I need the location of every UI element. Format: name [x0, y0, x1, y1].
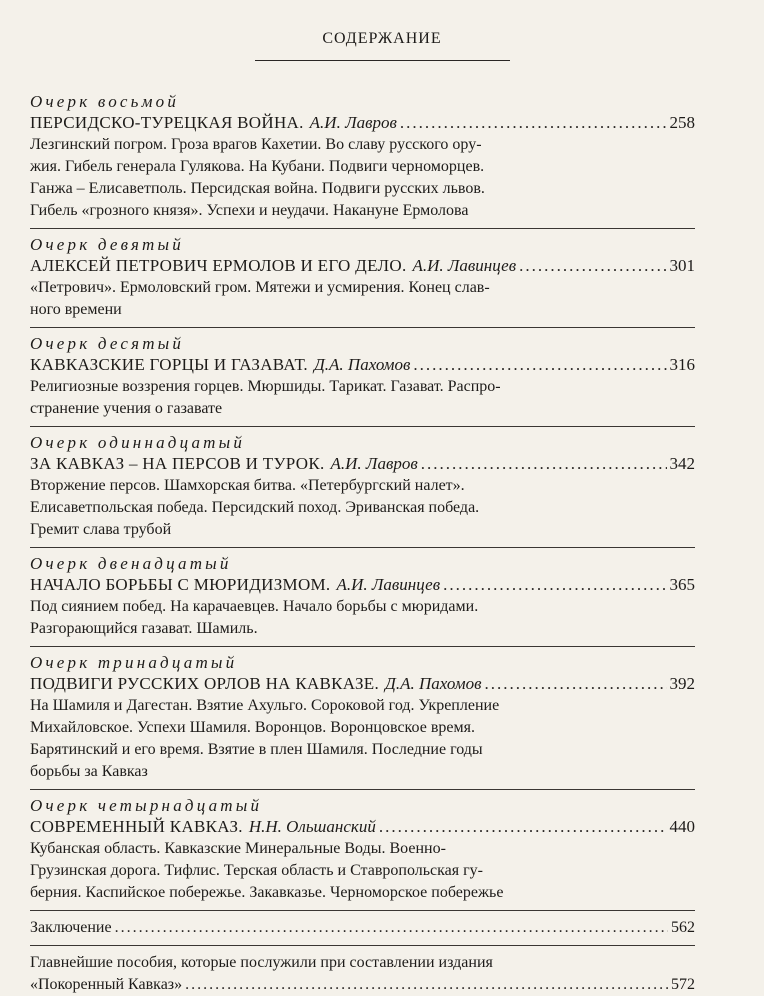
dot-leader — [413, 354, 666, 376]
description-line: Гибель «грозного князя». Успехи и неудачи. Накануне Ермолова — [30, 202, 469, 219]
section-divider — [30, 228, 695, 229]
description-line: берния. Каспийское побережье. Закавказье. Черноморское побережье — [30, 884, 504, 901]
chapter-entry — [30, 354, 695, 376]
chapter-label: Очерк одиннадцатый — [30, 433, 246, 452]
section-divider — [30, 945, 695, 946]
chapter-label: Очерк тринадцатый — [30, 653, 238, 672]
description-line: жия. Гибель генерала Гулякова. На Кубани. Подвиги черноморцев. — [30, 158, 485, 175]
page-number: 572 — [671, 976, 695, 993]
description-line: Вторжение персов. Шамхорская битва. «Петербургский налет». — [30, 477, 465, 494]
chapter-label: Очерк четырнадцатый — [30, 796, 263, 815]
title-rule — [255, 60, 510, 61]
section-divider — [30, 426, 695, 427]
section-divider — [30, 646, 695, 647]
dot-leader — [185, 974, 668, 996]
description-line: Михайловское. Успехи Шамиля. Воронцов. Воронцовское время. — [30, 719, 475, 736]
toc-chapter-13 — [30, 653, 695, 783]
description-line: Барятинский и его время. Взятие в плен Шамиля. Последние годы — [30, 741, 483, 758]
description-line: Гремит слава трубой — [30, 521, 172, 538]
chapter-author: Д.А. Пахомов — [385, 674, 482, 693]
page-number: 258 — [669, 113, 695, 132]
description-line: Грузинская дорога. Тифлис. Терская область и Ставропольская гу- — [30, 862, 483, 879]
page-number: 316 — [669, 355, 695, 374]
chapter-entry — [30, 255, 695, 277]
page-number: 440 — [669, 817, 695, 836]
table-of-contents — [30, 92, 695, 996]
toc-chapter-11 — [30, 433, 695, 541]
page-number: 301 — [669, 256, 695, 275]
chapter-entry — [30, 574, 695, 596]
page-number: 392 — [669, 674, 695, 693]
description-line: борьбы за Кавказ — [30, 763, 148, 780]
page-number: 342 — [669, 454, 695, 473]
chapter-label: Очерк десятый — [30, 334, 185, 353]
description-line: На Шамиля и Дагестан. Взятие Ахульго. Сороковой год. Укрепление — [30, 697, 500, 714]
toc-chapter-8 — [30, 92, 695, 222]
description-line: «Петрович». Ермоловский гром. Мятежи и усмирения. Конец слав- — [30, 279, 490, 296]
toc-chapter-10 — [30, 334, 695, 420]
chapter-author: А.И. Лавров — [309, 113, 397, 132]
chapter-title: ПЕРСИДСКО-ТУРЕЦКАЯ ВОЙНА. — [30, 113, 304, 132]
dot-leader — [421, 453, 667, 475]
chapter-description — [30, 376, 695, 420]
chapter-entry — [30, 816, 695, 838]
description-line: Под сиянием побед. На карачаевцев. Начало борьбы с мюридами. — [30, 598, 479, 615]
description-line: Религиозные воззрения горцев. Мюршиды. Тарикат. Газават. Распро- — [30, 378, 501, 395]
chapter-author: А.И. Лавинцев — [336, 575, 441, 594]
chapter-author: А.И. Лавинцев — [412, 256, 517, 275]
chapter-description — [30, 695, 695, 783]
chapter-author: Н.Н. Ольшанский — [248, 817, 376, 836]
description-line: ного времени — [30, 301, 122, 318]
dot-leader — [519, 255, 666, 277]
chapter-author: Д.А. Пахомов — [313, 355, 411, 374]
description-line: Ганжа – Елисаветполь. Персидская война. Подвиги русских львов. — [30, 180, 485, 197]
sources-entry — [30, 974, 695, 996]
chapter-description — [30, 277, 695, 321]
chapter-entry — [30, 112, 695, 134]
page-title: СОДЕРЖАНИЕ — [322, 30, 442, 47]
section-divider — [30, 910, 695, 911]
chapter-description — [30, 475, 695, 541]
description-line: Разгорающийся газават. Шамиль. — [30, 620, 258, 637]
dot-leader — [115, 917, 668, 939]
chapter-label: Очерк восьмой — [30, 92, 180, 111]
chapter-description — [30, 838, 695, 904]
chapter-entry — [30, 453, 695, 475]
chapter-title: ПОДВИГИ РУССКИХ ОРЛОВ НА КАВКАЗЕ. — [30, 674, 380, 693]
chapter-label: Очерк девятый — [30, 235, 184, 254]
section-divider — [30, 327, 695, 328]
chapter-author: А.И. Лавров — [330, 454, 418, 473]
dot-leader — [400, 112, 667, 134]
dot-leader — [484, 673, 666, 695]
toc-chapter-14 — [30, 796, 695, 904]
section-divider — [30, 789, 695, 790]
chapter-title: НАЧАЛО БОРЬБЫ С МЮРИДИЗМОМ. — [30, 575, 331, 594]
chapter-label: Очерк двенадцатый — [30, 554, 232, 573]
chapter-description — [30, 134, 695, 222]
description-line: странение учения о газавате — [30, 400, 223, 417]
toc-chapter-9 — [30, 235, 695, 321]
chapter-description — [30, 596, 695, 640]
section-divider — [30, 547, 695, 548]
chapter-entry — [30, 673, 695, 695]
dot-leader — [379, 816, 667, 838]
description-line: Кубанская область. Кавказские Минеральные Воды. Военно- — [30, 840, 446, 857]
toc-conclusion — [30, 917, 695, 939]
page-number: 562 — [671, 919, 695, 936]
conclusion-title: Заключение — [30, 919, 112, 936]
toc-sources — [30, 952, 695, 996]
chapter-title: КАВКАЗСКИЕ ГОРЦЫ И ГАЗАВАТ. — [30, 355, 308, 374]
page-number: 365 — [669, 575, 695, 594]
toc-chapter-12 — [30, 554, 695, 640]
description-line: Елисаветпольская победа. Персидский поход. Эриванская победа. — [30, 499, 480, 516]
chapter-title: АЛЕКСЕЙ ПЕТРОВИЧ ЕРМОЛОВ И ЕГО ДЕЛО. — [30, 256, 407, 275]
description-line: Лезгинский погром. Гроза врагов Кахетии. Во славу русского ору- — [30, 136, 482, 153]
sources-line: «Покоренный Кавказ» — [30, 976, 183, 993]
sources-line: Главнейшие пособия, которые послужили при составлении издания — [30, 954, 493, 971]
dot-leader — [443, 574, 666, 596]
chapter-title: СОВРЕМЕННЫЙ КАВКАЗ. — [30, 817, 243, 836]
chapter-title: ЗА КАВКАЗ – НА ПЕРСОВ И ТУРОК. — [30, 454, 325, 473]
